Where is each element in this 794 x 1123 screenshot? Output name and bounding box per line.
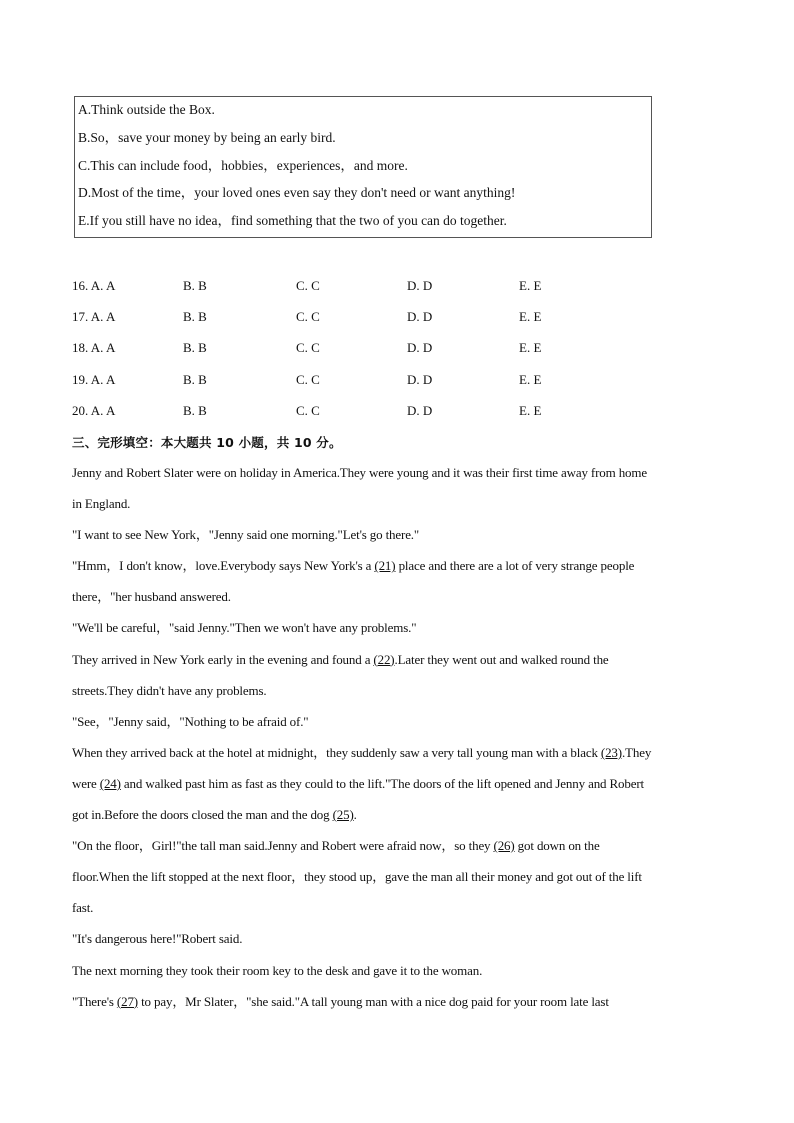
passage-text: "There's (72, 993, 117, 1009)
question-17 (72, 308, 632, 339)
passage-line: fast. (72, 900, 94, 916)
question-19 (72, 371, 632, 402)
passage-line (72, 555, 722, 586)
blank-27[interactable]: (27) (116, 993, 138, 1009)
passage-text: .Later they went out and walked round the (394, 651, 609, 667)
option-c: C.This can include food，hobbies，experiences，and more. (78, 157, 408, 173)
choice-a[interactable]: 18. A. A (72, 340, 116, 356)
passage-line: Jenny and Robert Slater were on holiday in America.They were young and it was their first time away from home (72, 465, 647, 480)
passage-text: to pay，Mr Slater，"she said."A tall young man with a nice dog paid for your room late last (137, 993, 609, 1009)
passage-line: there，"her husband answered. (72, 589, 231, 605)
option-b: B.So，save your money by being an early bird. (78, 129, 336, 145)
choice-a[interactable]: 20. A. A (72, 402, 116, 418)
section-heading: 三、完形填空：本大题共 10 小题，共 10 分。 (72, 435, 342, 450)
choice-d[interactable]: D. D (407, 402, 433, 418)
blank-26[interactable]: (26) (493, 838, 515, 854)
choice-b[interactable]: B. B (183, 402, 207, 418)
choice-b[interactable]: B. B (183, 309, 207, 325)
passage-line: floor.When the lift stopped at the next floor，they stood up，gave the man all their money and got out of the lift (72, 869, 642, 885)
blank-23[interactable]: (23) (600, 744, 622, 760)
options-box (74, 96, 652, 238)
choice-a[interactable]: 19. A. A (72, 371, 116, 387)
passage-text: place and there are a lot of very strange people (395, 558, 635, 574)
option-d: D.Most of the time，your loved ones even say they don't need or want anything! (78, 185, 516, 201)
passage-line (72, 649, 722, 680)
question-18 (72, 339, 632, 370)
passage-line: streets.They didn't have any problems. (72, 682, 267, 698)
choice-b[interactable]: B. B (183, 340, 207, 356)
choice-e[interactable]: E. E (519, 371, 542, 387)
choice-e[interactable]: E. E (519, 278, 542, 293)
passage-line: "I want to see New York，"Jenny said one morning."Let's go there." (72, 527, 420, 543)
blank-22[interactable]: (22) (373, 651, 395, 667)
choice-d[interactable]: D. D (407, 340, 433, 356)
passage-line: "We'll be careful，"said Jenny."Then we won't have any problems." (72, 620, 417, 636)
choice-c[interactable]: C. C (296, 278, 320, 293)
choice-a[interactable]: 17. A. A (72, 309, 116, 325)
choice-b[interactable]: B. B (183, 278, 207, 293)
answer-choices (72, 277, 632, 433)
passage-text: were (72, 775, 100, 791)
choice-c[interactable]: C. C (296, 402, 320, 418)
passage-line: in England. (72, 496, 131, 512)
choice-b[interactable]: B. B (183, 371, 207, 387)
blank-24[interactable]: (24) (99, 775, 121, 791)
blank-25[interactable]: (25) (332, 807, 354, 823)
blank-21[interactable]: (21) (374, 558, 396, 574)
passage-text: . (353, 807, 357, 823)
passage-text: got in.Before the doors closed the man and the dog (72, 807, 333, 823)
choice-a[interactable]: 16. A. A (72, 278, 116, 293)
cloze-passage (72, 462, 722, 1022)
choice-d[interactable]: D. D (407, 309, 433, 325)
passage-text: When they arrived back at the hotel at midnight，they suddenly saw a very tall young man with a black (72, 744, 601, 760)
passage-text: They arrived in New York early in the evening and found a (72, 651, 374, 667)
question-20 (72, 402, 632, 433)
choice-d[interactable]: D. D (407, 371, 433, 387)
passage-text: "On the floor，Girl!"the tall man said.Jenny and Robert were afraid now，so they (72, 838, 494, 854)
passage-line (72, 835, 722, 866)
choice-d[interactable]: D. D (407, 278, 433, 293)
question-16 (72, 277, 632, 308)
option-a: A.Think outside the Box. (78, 102, 215, 117)
choice-e[interactable]: E. E (519, 340, 542, 356)
choice-c[interactable]: C. C (296, 371, 320, 387)
passage-line (72, 804, 722, 835)
passage-line: "See，"Jenny said，"Nothing to be afraid of." (72, 713, 309, 729)
passage-text: .They (621, 744, 652, 760)
choice-e[interactable]: E. E (519, 402, 542, 418)
option-e: E.If you still have no idea，find something that the two of you can do together. (78, 213, 507, 229)
choice-e[interactable]: E. E (519, 309, 542, 325)
passage-text: and walked past him as fast as they could to the lift."The doors of the lift opened and Jenny and Robert (120, 775, 644, 791)
choice-c[interactable]: C. C (296, 340, 320, 356)
passage-line (72, 991, 722, 1022)
passage-text: got down on the (514, 838, 600, 854)
passage-line: The next morning they took their room key to the desk and gave it to the woman. (72, 962, 483, 978)
passage-line: "It's dangerous here!"Robert said. (72, 931, 243, 947)
passage-line (72, 742, 722, 773)
passage-line (72, 773, 722, 804)
choice-c[interactable]: C. C (296, 309, 320, 325)
passage-text: "Hmm，I don't know，love.Everybody says New York's a (72, 558, 375, 574)
